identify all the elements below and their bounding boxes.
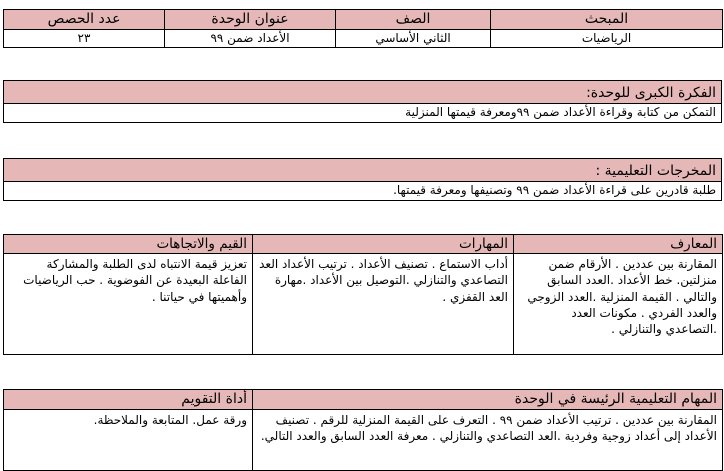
main-tasks-text: المقارنة بين عددين . ترتيب الأعداد ضمن ٩٩ . التعرف على القيمة المنزلية للرقم . تصنيف الأعداد إلى أعداد زوجية وفردية .العد التصاعدي والتنازلي . معرفة العدد السابق والعدد التالي. [253,409,723,470]
header-values: القيم والاتجاهات [4,235,253,254]
value-unit-title: الأعداد ضمن ٩٩ [165,29,336,47]
value-grade: الثاني الأساسي [336,29,491,47]
unit-info-value-row [4,29,723,47]
header-grade: الصف [336,10,491,30]
tasks-assessment-table [3,389,723,471]
unit-info-header-row [4,10,723,30]
values-text: تعزيز قيمة الانتباه لدى الطلبة والمشاركة الفاعلة البعيدة عن الفوضوية . حب الرياضيات وأهميتها في حياتنا . [4,254,253,355]
header-assessment-tool: أداة التقويم [4,390,253,410]
assessment-text: ورقة عمل. المتابعة والملاحظة. [4,409,253,470]
outcomes-title: المخرجات التعليمية : [4,159,722,182]
header-skills: المهارات [253,235,514,254]
ksv-header-row [4,235,723,254]
header-subject: المبحث [491,10,723,30]
header-lesson-count: عدد الحصص [4,10,165,30]
value-subject: الرياضيات [491,29,723,47]
header-main-tasks: المهام التعليمية الرئيسة في الوحدة [253,390,723,410]
value-lesson-count: ٢٣ [4,29,165,47]
header-knowledge: المعارف [514,235,723,254]
knowledge-text: المقارنة بين عددين . الأرقام ضمن منزلتين. خط الأعداد .العدد السابق والتالي . القيمة المنزلية .العدد الزوجي والعدد الفردي . مكونات العدد .التصاعدي والتنازلي . [514,254,723,355]
outcomes-table [3,158,722,201]
unit-info-table [3,9,723,48]
big-idea-title: الفكرة الكبرى للوحدة: [4,81,722,104]
header-unit-title: عنوان الوحدة [165,10,336,30]
outcomes-text: طلبة قادرين على قراءة الأعداد ضمن ٩٩ وتصنيفها ومعرفة قيمتها. [4,182,722,201]
big-idea-table [3,80,722,123]
skills-text: أداب الاستماع . تصنيف الأعداد . ترتيب الأعداد العد التصاعدي والتنازلي .التوصيل بين الأعداد .مهارة العد القفزي . [253,254,514,355]
big-idea-text: التمكن من كتابة وقراءة الأعداد ضمن ٩٩ومعرفة قيمتها المنزلية [4,104,722,123]
ksv-content-row [4,254,723,355]
knowledge-skills-values-table [3,234,723,355]
